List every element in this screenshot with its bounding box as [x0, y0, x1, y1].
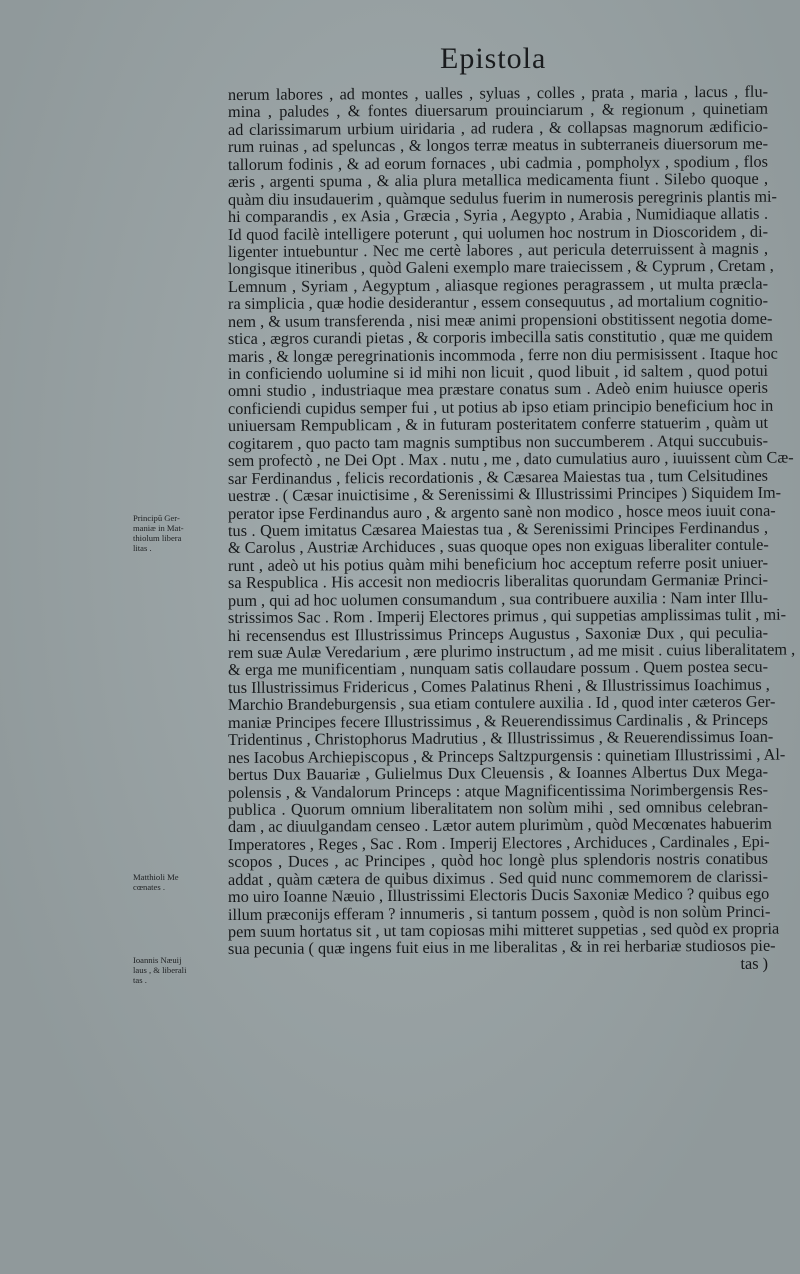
text-line: maniæ Principes fecere Illustrissimus , & Reuerendissimus Cardinalis , & Princeps: [227, 709, 769, 732]
text-line: maris , & longæ peregrinationis incommoda , ferre non diu permisissent . Itaque hoc: [227, 343, 778, 366]
text-line: scopos , Duces , ac Principes , quòd hoc longè plus splendoris nostris conatibus: [227, 848, 769, 872]
text-line: bertus Dux Bauariæ , Gulielmus Dux Cleuensis , & Ioannes Albertus Dux Mega-: [227, 761, 769, 785]
text-line: addat , quàm cætera de quibus diximus . Sed quid nunc commemorem de clarissi-: [227, 866, 769, 889]
marginal-line: litas .: [133, 543, 152, 553]
marginal-line: tas .: [133, 975, 147, 985]
text-line: hi recensendus est Illustrissimus Princeps Augustus , Saxoniæ Dux , qui peculia-: [227, 622, 769, 645]
text-line: strissimos Sac . Rom . Imperij Electores primus , qui suppetias amplissimas tulit , mi-: [227, 604, 787, 628]
marginal-line: thiolum libera: [133, 533, 182, 543]
text-line: sa Respublica . His accesit non mediocris liberalitas quorundam Germaniæ Princi-: [227, 569, 769, 593]
marginal-note-naevius: [133, 955, 219, 985]
text-line: pem suum hortatus sit , ut tam copiosas mihi mitteret suppetias , sed quòd ex propria: [227, 918, 780, 941]
text-line: illum præconijs efferam ? innumeris , si tantum possem , quòd is non solùm Princi-: [227, 901, 771, 924]
text-line: cogitarem , quo pacto tam magnis sumptibus non succumberem . Atqui succubuis-: [227, 430, 769, 453]
text-line: nem , & usum transferenda , nisi meæ animi propensioni obstitissent negotia dome-: [227, 308, 773, 331]
text-line: sar Ferdinandus , felicis recordationis , & Cæsarea Maiestas tua , tum Celsitudines: [227, 465, 769, 488]
text-line: Id quod facilè intelligere poterunt , qui uolumen hoc nostrum in Dioscoridem , di-: [227, 221, 769, 244]
text-line: rum ruinas , ad speluncas , & longos terræ meatus in subterraneis diuersorum me-: [227, 134, 769, 157]
marginal-line: cœnates .: [133, 882, 165, 892]
text-line: tas ): [740, 953, 769, 973]
text-line: Tridentinus , Christophorus Madrutius , & Illustrissimus , & Reuerendissimus Ioan-: [227, 726, 774, 750]
text-line: pum , qui ad hoc uolumen consumandum , sua contribuere auxilia : Nam inter Illu-: [227, 587, 769, 610]
text-line: conficiendi cupidus semper fui , ut potius ab ipso etiam principio beneficium hoc in: [227, 395, 774, 418]
text-line: mina , paludes , & fontes diuersarum prouinciarum , & regionum , quinetiam: [227, 99, 769, 122]
text-line: ligenter intuebuntur . Nec me certè labores , aut pericula deterruissent à magnis ,: [227, 238, 769, 261]
text-line: & Carolus , Austriæ Archiduces , suas quoque opes non exiguas liberaliter contule-: [227, 535, 769, 558]
text-line: sua pecunia ( quæ ingens fuit eius in me liberalitas , & in rei herbariæ studiosos pie-: [227, 936, 776, 959]
text-line: mo uiro Ioanne Næuio , Illustrissimi Electoris Ducis Saxoniæ Medico ? quibus ego: [227, 883, 770, 907]
text-line: nes Iacobus Archiepiscopus , & Princeps Saltzpurgensis : quinetiam Illustrissimi , Al-: [227, 744, 786, 767]
text-line: uestræ . ( Cæsar inuictisime , & Serenissimi & Illustrissimi Principes ) Siquidem Im-: [227, 482, 782, 506]
text-line: hi comparandis , ex Asia , Græcia , Syria , Aegypto , Arabia , Numidiaque allatis .: [227, 203, 769, 227]
text-line: nerum labores , ad montes , ualles , syluas , colles , prata , maria , lacus , flu-: [227, 81, 769, 104]
text-line: perator ipse Ferdinandus auro , & argento sanè non modico , hosce meos iuuit cona-: [227, 500, 776, 523]
text-line: Imperatores , Reges , Sac . Rom . Imperij Electores , Archiduces , Cardinales , Epi-: [227, 831, 770, 854]
text-line: tus . Quem imitatus Cæsarea Maiestas tua , & Serenissimi Principes Ferdinandus ,: [227, 517, 769, 540]
text-line: publica . Quorum omnium liberalitatem non solùm mihi , sed omnibus celebran-: [227, 796, 769, 819]
text-line: in conficiendo uolumine si id mihi non licuit , quod libuit , id saltem , quod potui: [227, 360, 769, 383]
text-line: ra simplicia , quæ hodie desiderantur , essem consequutus , ad mortalium cognitio-: [227, 290, 769, 314]
text-line: dam , ac diuulgandam censeo . Lætor autem plurimùm , quòd Mecœnates habuerim: [227, 814, 772, 837]
marginal-line: Ioannis Næuij: [133, 955, 182, 965]
text-line: uniuersam Rempublicam , & in futuram posteritatem conferre statuerim , quàm ut: [227, 413, 769, 436]
text-line: longisque itineribus , quòd Galeni exemplo mare traiecissem , & Cyprum , Cretam ,: [227, 256, 774, 279]
text-line: runt , adeò ut his potius quàm mihi beneficium hoc acceptum referre posit uniuer-: [227, 552, 769, 575]
text-line: omni studio , industriaque mea præstare conatus sum . Adeò enim huiusce operis: [227, 378, 769, 401]
text-line: quàm diu insudauerim , quàmque sedulus fuerim in numerosis peregrinis plantis mi-: [227, 186, 777, 209]
text-line: ad clarissimarum urbium uiridaria , ad rudera , & collapsas magnorum ædificio-: [227, 116, 769, 139]
marginal-line: Principū Ger-: [133, 513, 180, 523]
running-head: Epistola: [440, 42, 547, 75]
marginal-note-princes: [133, 513, 219, 553]
body-text: [227, 81, 796, 975]
text-line: & erga me munificentiam , nunquam satis collaudare possum . Quem postea secu-: [227, 657, 769, 680]
text-line: Marchio Brandeburgensis , sua etiam contulere auxilia . Id , quod inter cæteros Ger-: [227, 691, 776, 715]
text-line: rem suæ Aulæ Veredarium , ære plurimo instructum , ad me misit . cuius liberalitatem ,: [227, 639, 796, 662]
text-line: tus Illustrissimus Fridericus , Comes Palatinus Rheni , & Illustrissimus Ioachimus ,: [227, 674, 770, 697]
marginal-line: laus , & liberali: [133, 965, 187, 975]
text-line: polensis , & Vandalorum Princeps : atque Magnificentissima Norimbergensis Res-: [227, 779, 769, 802]
marginal-line: Matthioli Me: [133, 872, 179, 882]
text-line: Lemnum , Syriam , Aegyptum , aliasque regiones peragrassem , ut multa præcla-: [227, 273, 769, 296]
marginal-note-maecenates: [133, 872, 219, 892]
text-line: stica , ægros curandi pietas , & corporis imbecilla satis constitutio , quæ me quidem: [227, 325, 773, 349]
text-line: sem profectò , ne Dei Opt . Max . nutu , me , dato cumulatius auro , iuuissent cùm Cæ-: [227, 447, 794, 471]
text-line: æris , argenti spuma , & alia plura metallica medicamenta fiunt . Silebo quoque ,: [227, 168, 769, 192]
marginal-line: maniæ in Mat-: [133, 523, 184, 533]
text-line: tallorum fodinis , & ad eorum fornaces , ubi cadmia , pompholyx , spodium , flos: [227, 151, 769, 174]
